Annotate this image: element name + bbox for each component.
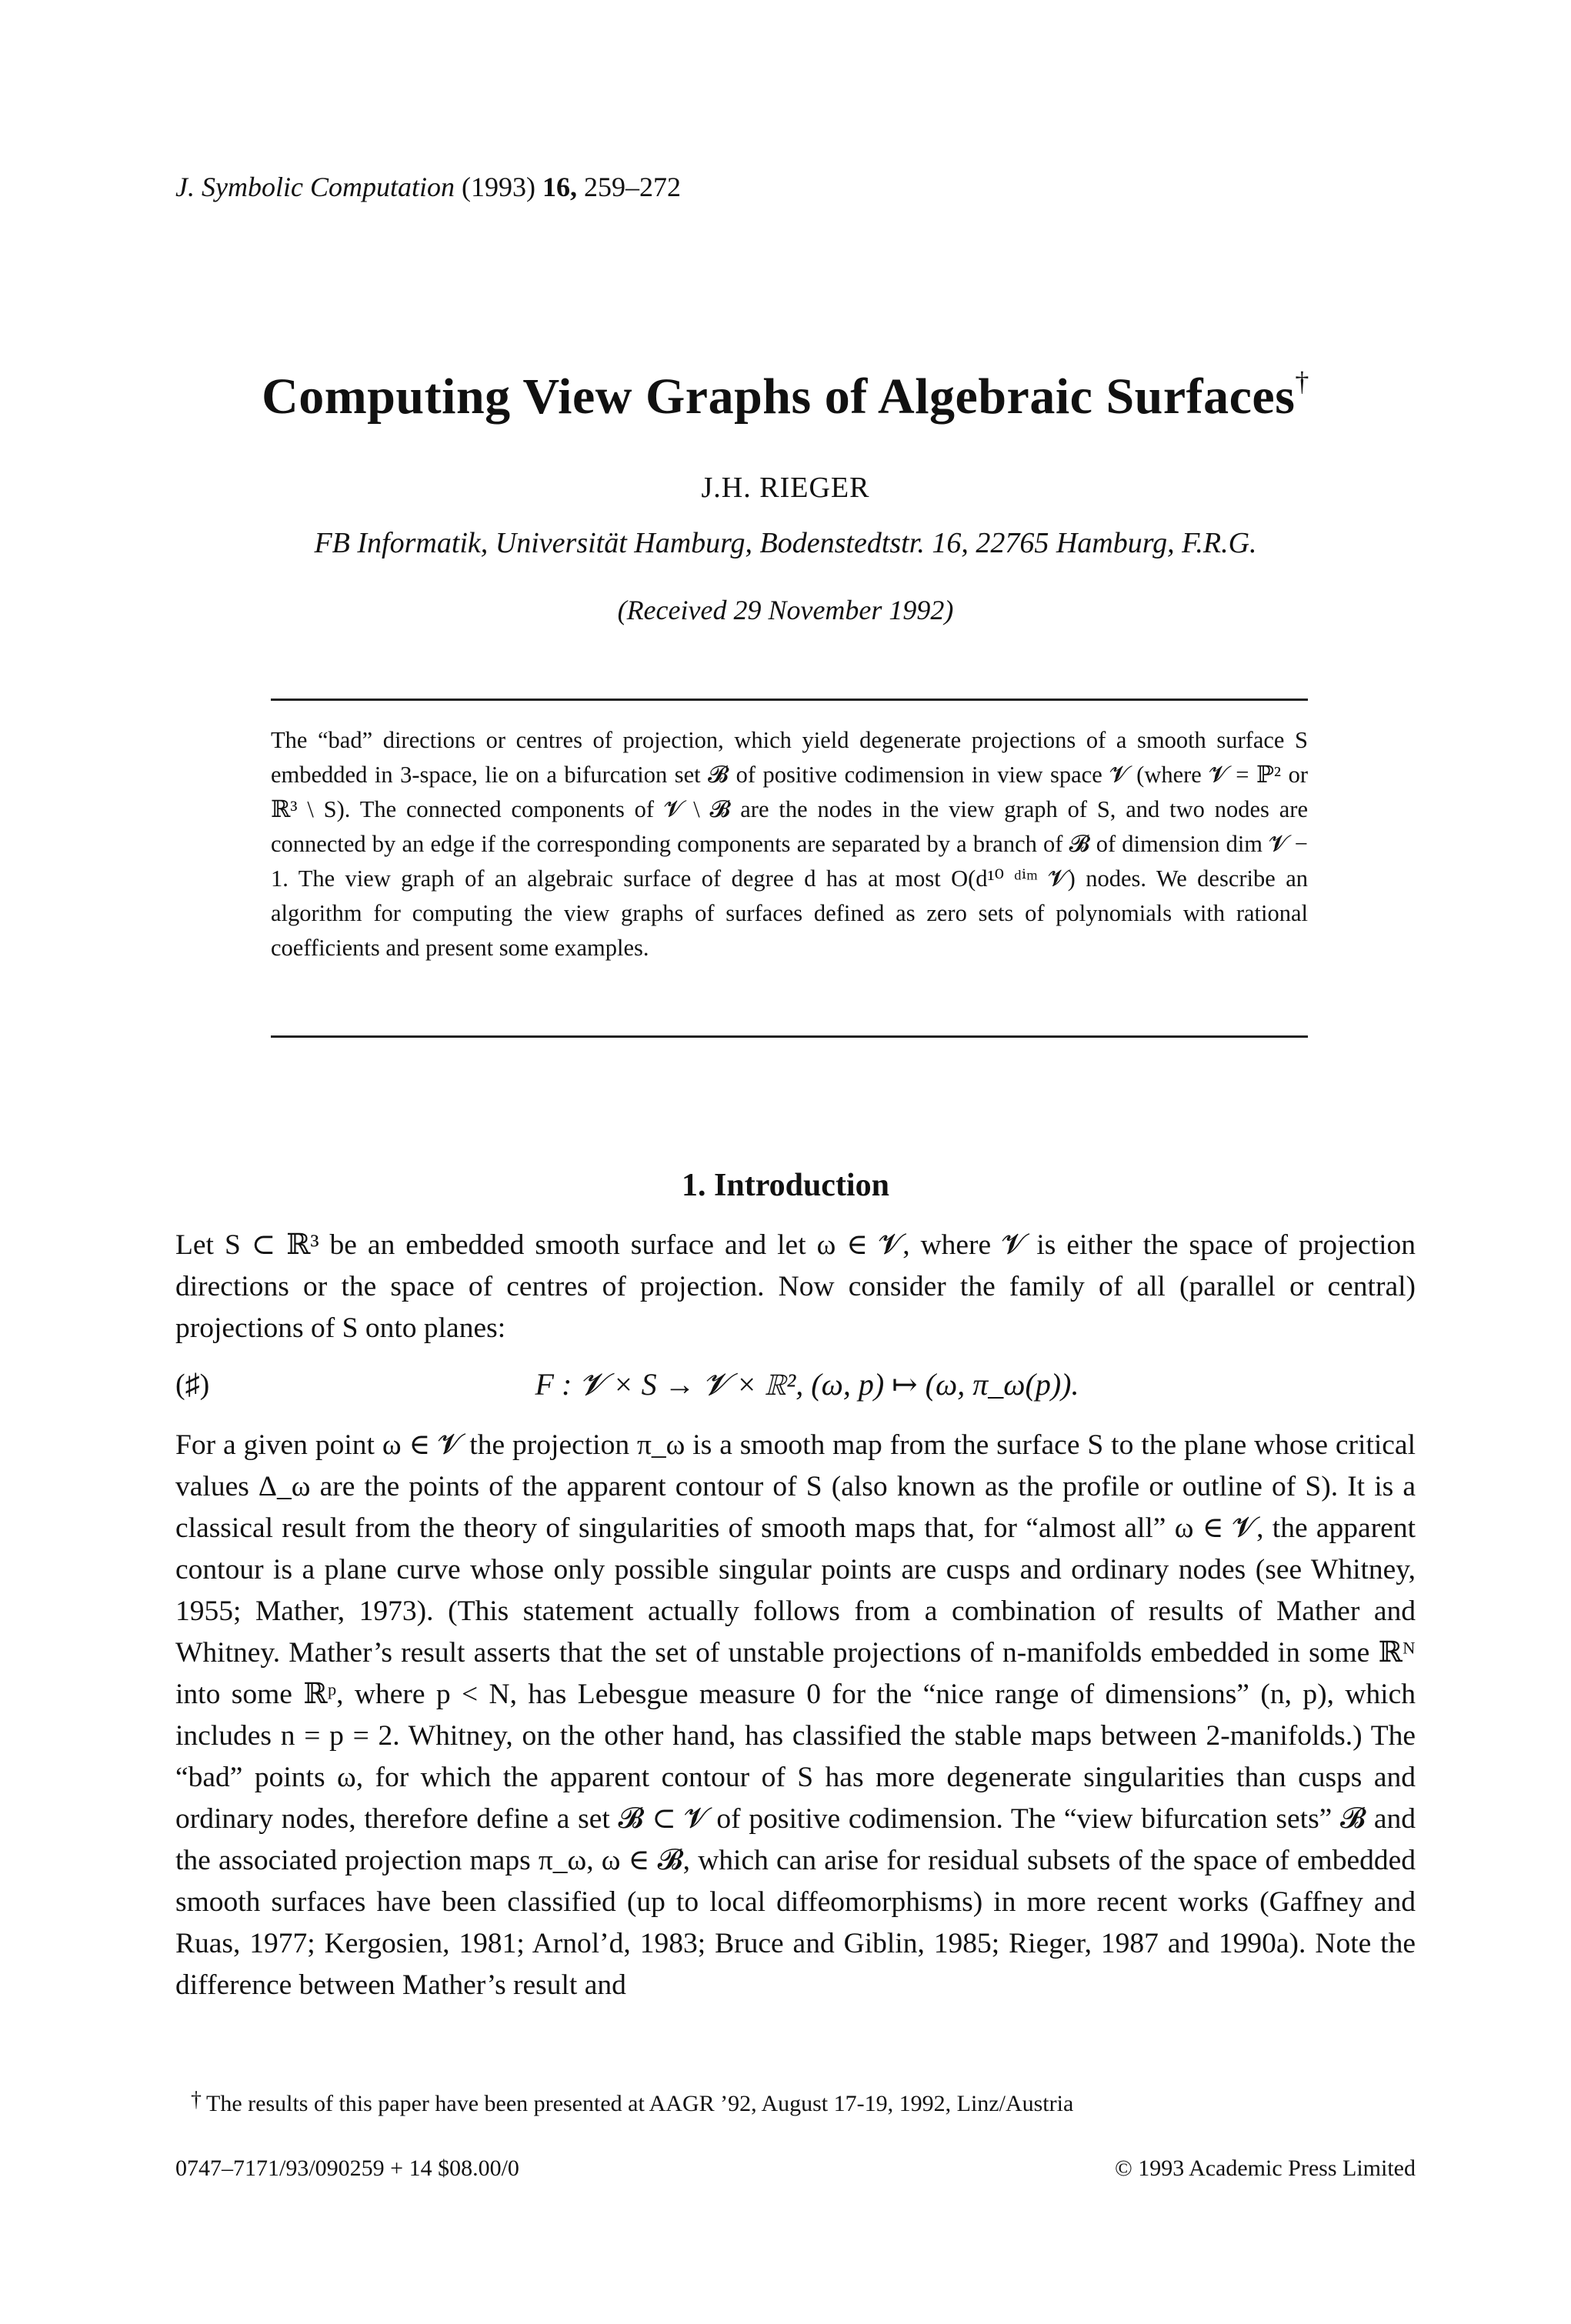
abstract: The “bad” directions or centres of projection, which yield degenerate projections of a smooth surface S embedded in 3-space, lie on a bifurcation set 𝓑 of positive codimension in view space 𝓥 (where 𝓥 = ℙ² or ℝ³ \ S). The connected components of 𝓥 \ 𝓑 are the nodes in the view graph of S, and two nodes are connected by an edge if the corresponding components are separated by a branch of 𝓑 of dimension dim 𝓥 − 1. The view graph of an algebraic surface of degree d has at most O(d¹⁰ ᵈⁱᵐ 𝓥) nodes. We describe an algorithm for computing the view graphs of surfaces defined as zero sets of polynomials with rational coefficients and present some examples. (271, 727, 1308, 961)
copyright: © 1993 Academic Press Limited (1114, 2156, 1416, 2181)
section-heading: 1. Introduction (682, 1168, 889, 1203)
journal-volume: 16, (542, 172, 577, 202)
footnote-mark: † (191, 2088, 202, 2112)
journal-citation (175, 171, 681, 203)
journal-pages: 259–272 (583, 172, 681, 202)
journal-year: (1993) (461, 172, 535, 202)
intro-paragraph-2: For a given point ω ∈ 𝓥 the projection π_ω is a smooth map from the surface S to the plane whose critical values Δ_ω are the points of the apparent contour of S (also known as the profile or outline of S). It is a classical result from the theory of singularities of smooth maps that, for “almost all” ω ∈ 𝓥, the apparent contour is a plane curve whose only possible singular points are cusps and ordinary nodes (see Whitney, 1955; Mather, 1973). (This statement actually follows from a combination of results of Mather and Whitney. Mather’s result asserts that the set of unstable projections of n-manifolds embedded in some ℝᴺ into some ℝᵖ, where p < N, has Lebesgue measure 0 for the “nice range of dimensions” (n, p), which includes n = p = 2. Whitney, on the other hand, has classified the stable maps between 2-manifolds.) The “bad” points ω, for which the apparent contour of S has more degenerate singularities than cusps and ordinary nodes, therefore define a set 𝓑 ⊂ 𝓥 of positive codimension. The “view bifurcation sets” 𝓑 and the associated projection maps π_ω, ω ∈ 𝓑, which can arise for residual subsets of the space of embedded smooth surfaces have been classified (up to local diffeomorphisms) in more recent works (Gaffney and Ruas, 1977; Kergosien, 1981; Arnol’d, 1983; Bruce and Giblin, 1985; Rieger, 1987 and 1990a). Note the difference between Mather’s result and (175, 1429, 1416, 2001)
affiliation: FB Informatik, Universität Hamburg, Bodenstedtstr. 16, 22765 Hamburg, F.R.G. (314, 527, 1257, 559)
abstract-bottom-rule (271, 1035, 1308, 1038)
title-footnote-mark: † (1295, 366, 1309, 397)
author: J.H. RIEGER (701, 472, 870, 504)
footnote-text: The results of this paper have been presented at AAGR ’92, August 17-19, 1992, Linz/Austria (206, 2091, 1074, 2116)
equation-label: (♯) (175, 1369, 210, 1401)
intro-paragraph-1: Let S ⊂ ℝ³ be an embedded smooth surface and let ω ∈ 𝓥, where 𝓥 is either the space of projection directions or the space of centres of projection. Now consider the family of all (parallel or central) projections of S onto planes: (175, 1229, 1416, 1344)
paper-title-text: Computing View Graphs of Algebraic Surfaces (262, 368, 1296, 425)
abstract-top-rule (271, 699, 1308, 701)
journal-name: J. Symbolic Computation (175, 172, 455, 202)
article-code: 0747–7171/93/090259 + 14 $08.00/0 (175, 2156, 519, 2181)
received-date: (Received 29 November 1992) (617, 595, 954, 625)
paper-title (0, 368, 1571, 426)
equation: F : 𝓥 × S → 𝓥 × ℝ², (ω, p) ↦ (ω, π_ω(p)). (535, 1367, 1079, 1402)
footnote (191, 2088, 1416, 2117)
